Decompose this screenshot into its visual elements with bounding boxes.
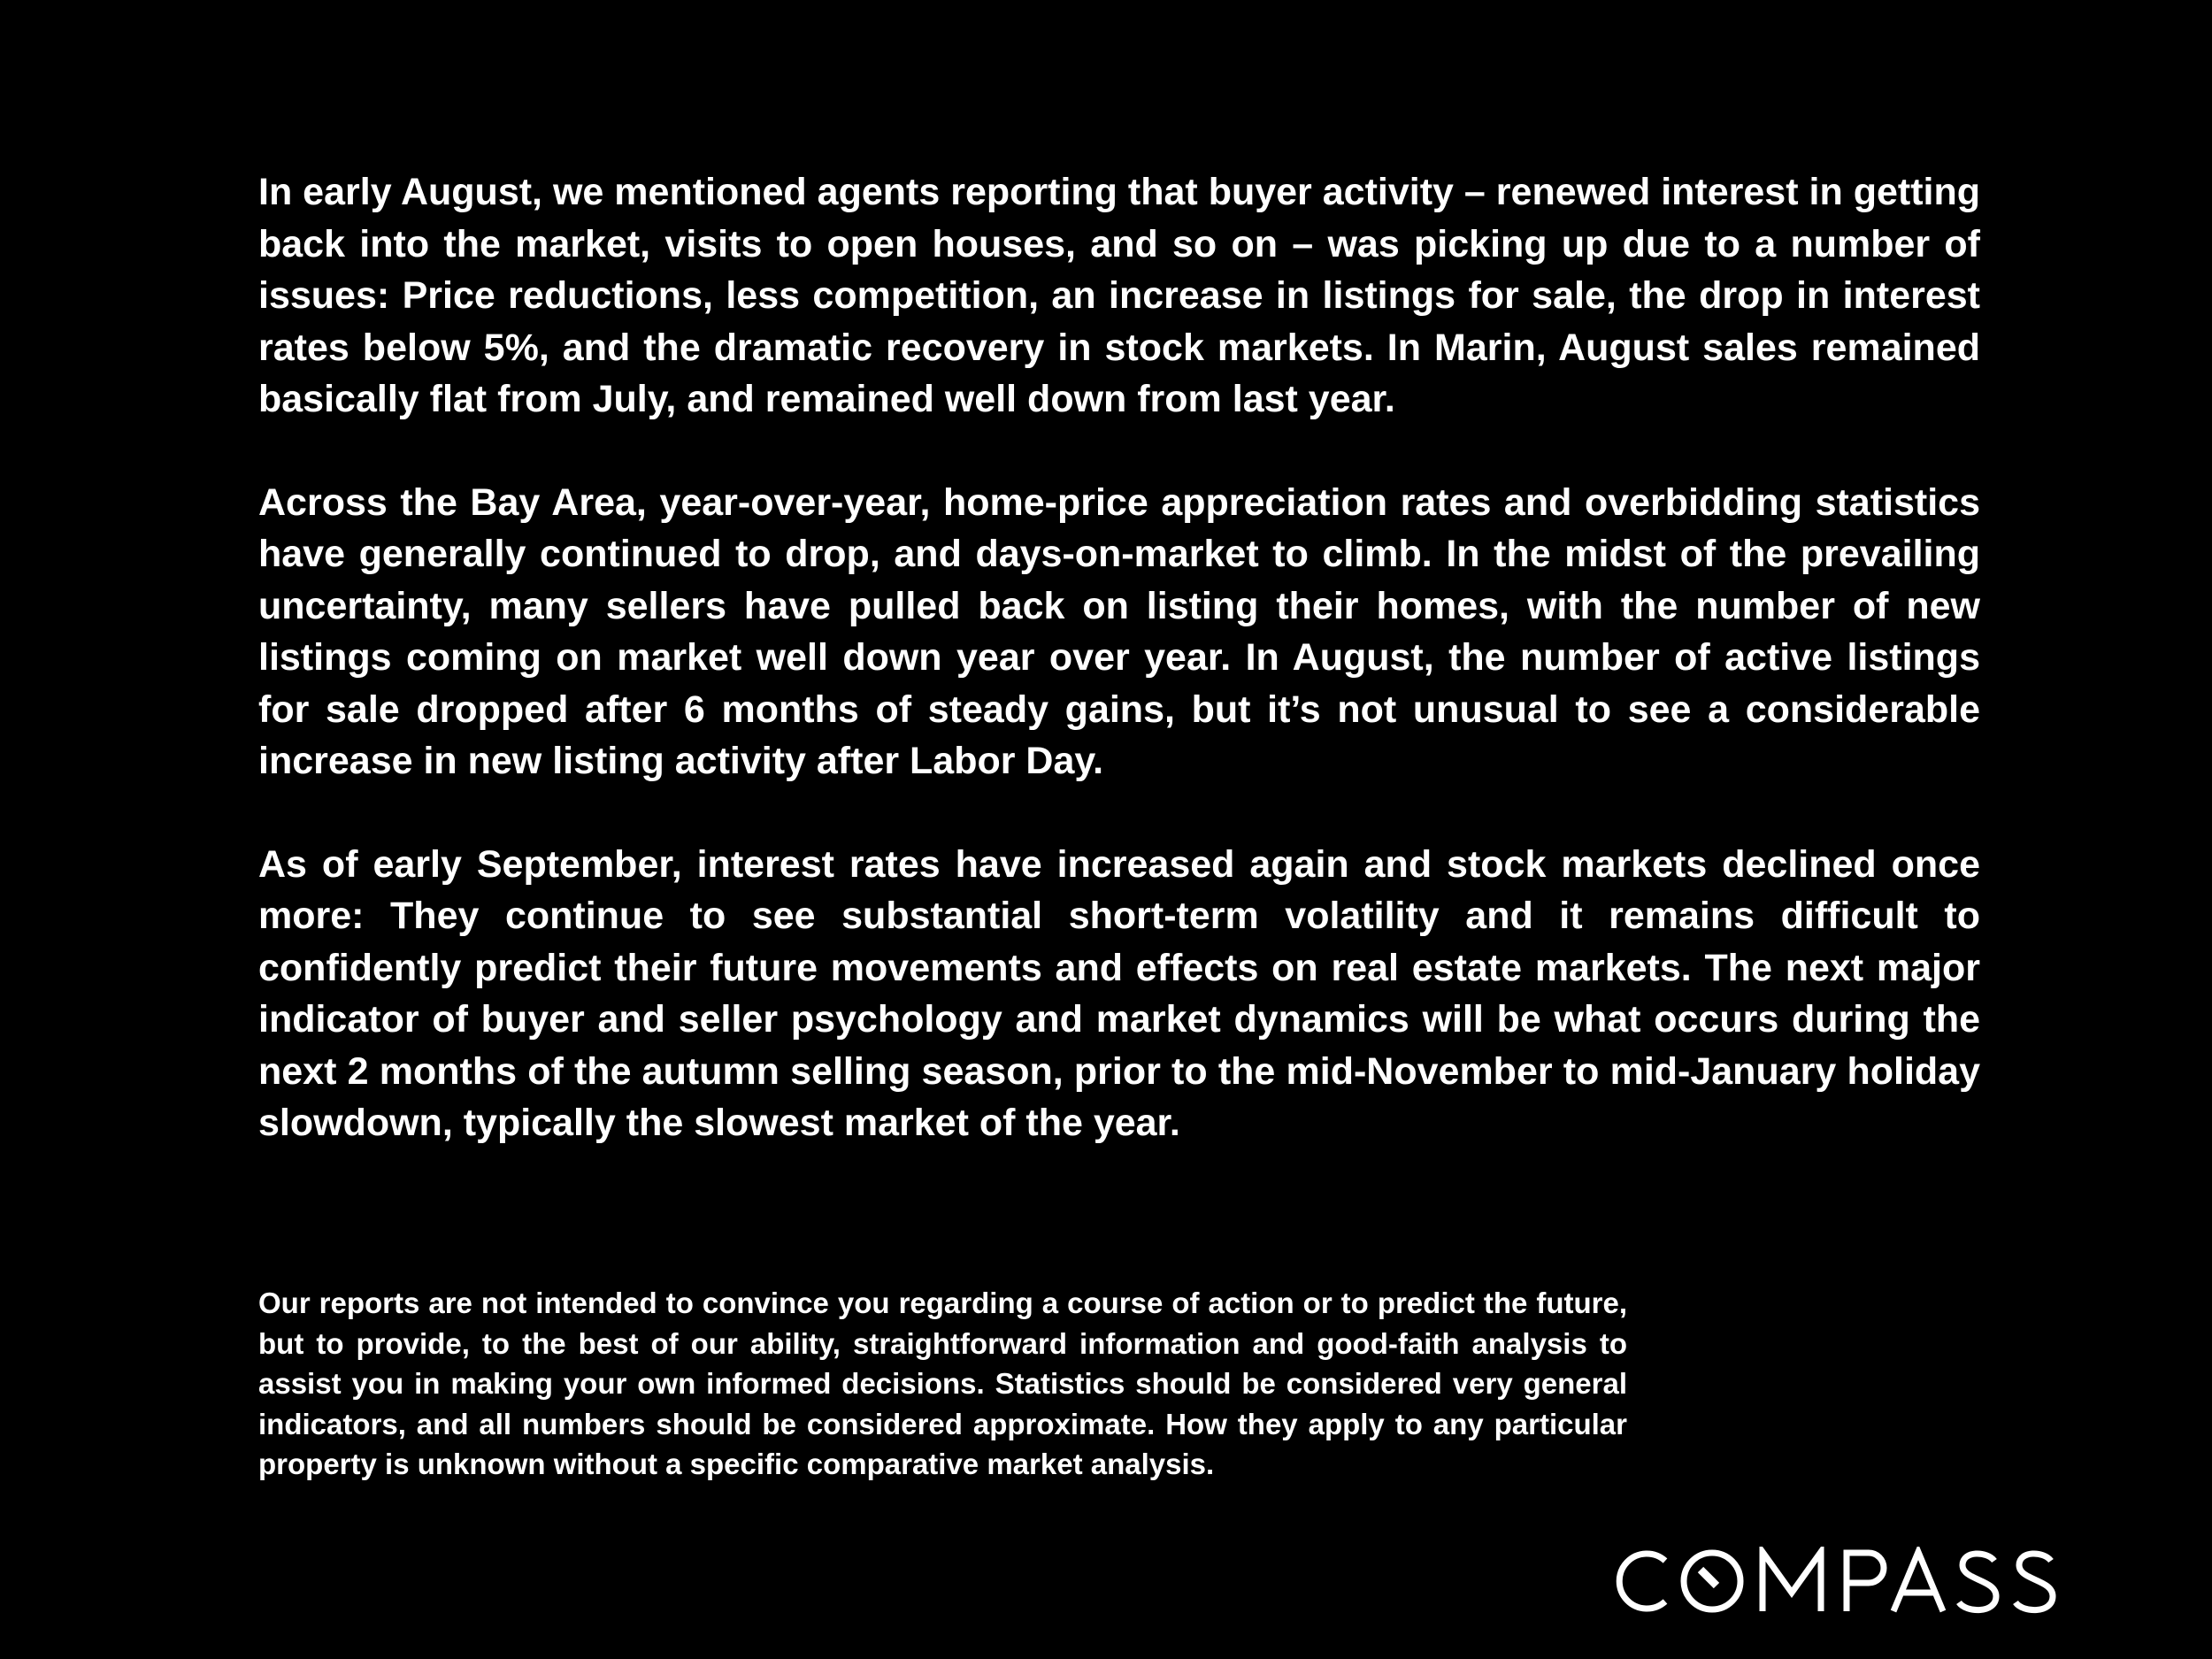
logo-letter-s1 bbox=[1959, 1554, 1996, 1610]
main-text-body bbox=[258, 166, 1980, 1201]
logo-letter-s2 bbox=[2016, 1554, 2053, 1610]
paragraph-september-outlook: As of early September, interest rates have increased again and stock markets declined once more: They continue to see substantial short-term volatility and it remains difficult to confidently predict their future movements and effects on real estate markets. The next major indicator of buyer and seller psychology and market dynamics will be what occurs during the next 2 months of the autumn selling season, prior to the mid-November to mid-January holiday slowdown, typically the slowest market of the year. bbox=[258, 842, 1980, 1144]
logo-letter-c bbox=[1619, 1554, 1665, 1609]
logo-letter-a bbox=[1893, 1552, 1943, 1611]
disclaimer-text: Our reports are not intended to convince you regarding a course of action or to predict the future, but to provide, to the best of our ability, straightforward information and good-faith analysis to assist you in making your own informed decisions. Statistics should be considered very general indicators, and all numbers should be considered approximate. How they apply to any particular property is unknown without a specific comparative market analysis. bbox=[258, 1286, 1627, 1480]
compass-logo bbox=[1609, 1547, 2069, 1616]
logo-letter-m bbox=[1763, 1552, 1821, 1611]
paragraph-buyer-activity: In early August, we mentioned agents reporting that buyer activity – renewed interest in getting back into the market, visits to open houses, and so on – was picking up due to a number of issues: Price reductions, less competition, an increase in listings for sale, the drop in interest rates below 5%, and the dramatic recovery in stock markets. In Marin, August sales remained basically flat from July, and remained well down from last year. bbox=[258, 171, 1980, 420]
paragraph-bay-area-trends: Across the Bay Area, year-over-year, home-price appreciation rates and overbidding statistics have generally continued to drop, and days-on-market to climb. In the midst of the prevailing uncertainty, many sellers have pulled back on listing their homes, with the number of new listings coming on market well down year over year. In August, the number of active listings for sale dropped after 6 months of steady gains, but it’s not unusual to see a considerable increase in new listing activity after Labor Day. bbox=[258, 480, 1980, 782]
logo-letter-p bbox=[1847, 1553, 1884, 1611]
logo-compass-needle bbox=[1701, 1570, 1717, 1586]
